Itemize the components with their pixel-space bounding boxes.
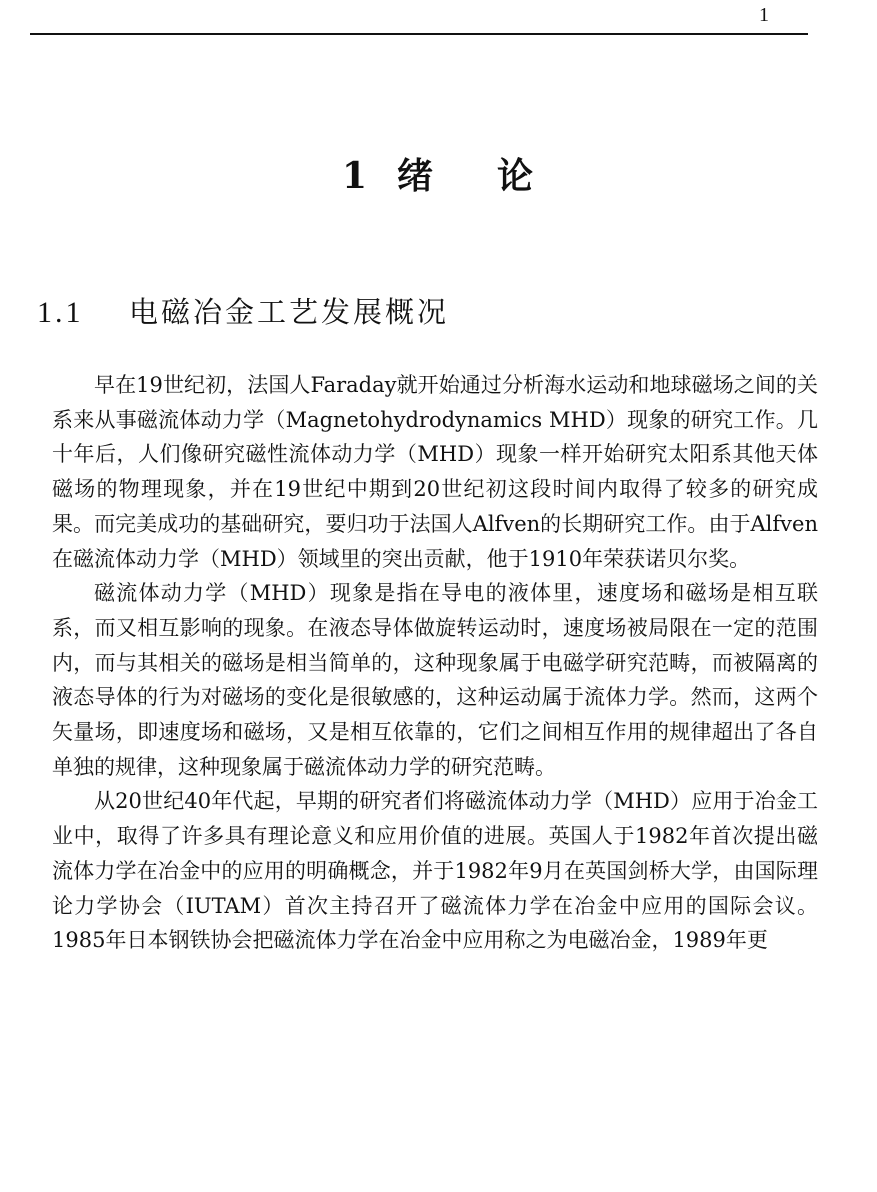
chapter-title (0, 148, 877, 199)
section-heading (37, 290, 449, 331)
chapter-number: 1 (341, 155, 370, 197)
header-rule (30, 33, 808, 35)
section-number: 1.1 (37, 296, 84, 329)
page-number: 1 (759, 4, 769, 26)
paragraph-2: 磁流体动力学（MHD）现象是指在导电的液体里，速度场和磁场是相互联系，而又相互影响的现象。在液态导体做旋转运动时，速度场被局限在一定的范围内，而与其相关的磁场是相当简单的，这种现象属于电磁学研究范畴，而被隔离的液态导体的行为对磁场的变化是很敏感的，这种运动属于流体力学。然而，这两个矢量场，即速度场和磁场，又是相互依靠的，它们之间相互作用的规律超出了各自单独的规律，这种现象属于磁流体动力学的研究范畴。 (52, 581, 818, 779)
paragraph-1: 早在19世纪初，法国人Faraday就开始通过分析海水运动和地球磁场之间的关系来从事磁流体动力学（Magnetohydrodynamics MHD）现象的研究工作。几十年后，人们像研究磁性流体动力学（MHD）现象一样开始研究太阳系其他天体磁场的物理现象，并在19世纪中期到20世纪初这段时间内取得了较多的研究成果。而完美成功的基础研究，要归功于法国人Alfven的长期研究工作。由于Alfven在磁流体动力学（MHD）领域里的突出贡献，他于1910年荣获诺贝尔奖。 (52, 373, 818, 571)
paragraph-3: 从20世纪40年代起，早期的研究者们将磁流体动力学（MHD）应用于冶金工业中，取得了许多具有理论意义和应用价值的进展。英国人于1982年首次提出磁流体力学在冶金中的应用的明确概念，并于1982年9月在英国剑桥大学，由国际理论力学协会（IUTAM）首次主持召开了磁流体力学在冶金中应用的国际会议。1985年日本钢铁协会把磁流体力学在冶金中应用称之为电磁冶金，1989年更 (52, 789, 818, 953)
body-text (52, 368, 818, 958)
section-title: 电磁冶金工艺发展概况 (129, 295, 450, 329)
chapter-title-part2: 论 (497, 155, 536, 197)
chapter-title-part1: 绪 (397, 155, 436, 197)
